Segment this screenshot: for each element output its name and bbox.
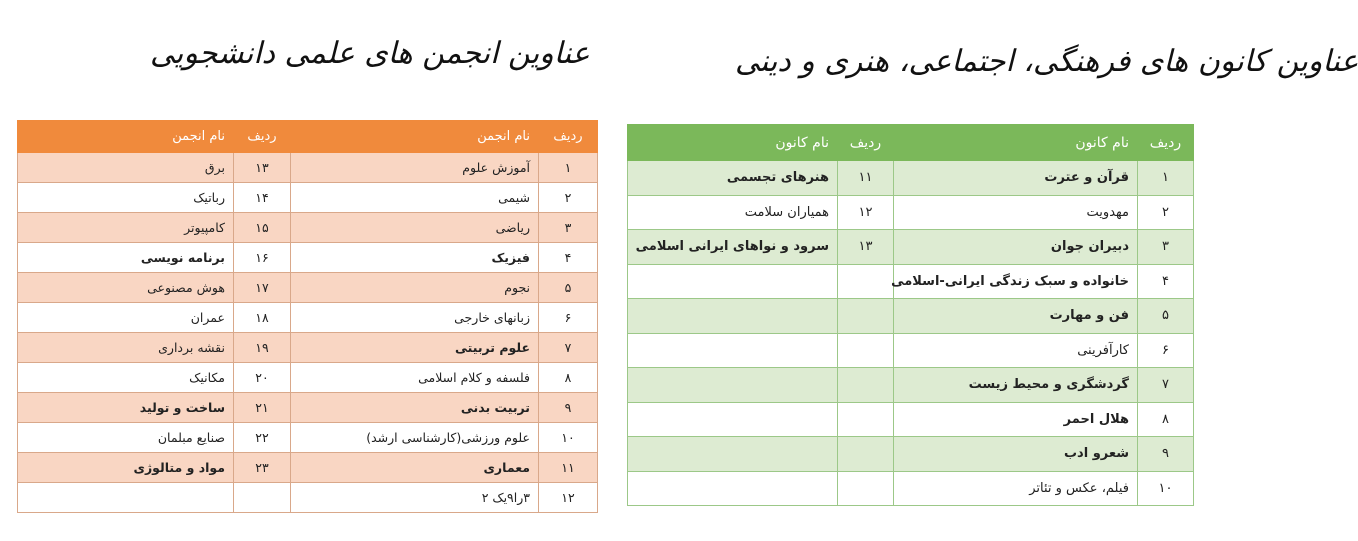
cell-row-2: ۲۳	[234, 453, 291, 483]
cell-name-1: مهدویت	[894, 195, 1138, 230]
cell-row-2: ۱۵	[234, 213, 291, 243]
table-row	[18, 243, 598, 273]
table-header-row	[18, 121, 598, 153]
cell-name-2: هنرهای تجسمی	[628, 161, 838, 196]
cell-row-1: ۸	[539, 363, 598, 393]
cell-name-1: علوم ورزشی(کارشناسی ارشد)	[291, 423, 539, 453]
cell-name-1: آموزش علوم	[291, 153, 539, 183]
cell-row-2: ۱۳	[838, 230, 894, 265]
cell-row-1: ۵	[539, 273, 598, 303]
cell-name-2: کامپیوتر	[18, 213, 234, 243]
header-row-2: ردیف	[838, 125, 894, 161]
header-row-1: ردیف	[1138, 125, 1194, 161]
cell-row-1: ۷	[539, 333, 598, 363]
table-row	[628, 471, 1194, 506]
header-name-2: نام انجمن	[18, 121, 234, 153]
cell-name-2: سرود و نواهای ایرانی اسلامی	[628, 230, 838, 265]
cell-name-1: شیمی	[291, 183, 539, 213]
cell-name-2: برنامه نویسی	[18, 243, 234, 273]
cell-name-2: همیاران سلامت	[628, 195, 838, 230]
cell-name-1: ۳را۹یک ۲	[291, 483, 539, 513]
cell-name-1: هلال احمر	[894, 402, 1138, 437]
table-row	[18, 483, 598, 513]
cell-name-1: کارآفرینی	[894, 333, 1138, 368]
header-name-1: نام انجمن	[291, 121, 539, 153]
associations-title: عناوین انجمن های علمی دانشجویی	[150, 36, 590, 71]
cell-row-2	[838, 333, 894, 368]
cell-row-2: ۲۱	[234, 393, 291, 423]
table-row	[628, 195, 1194, 230]
cell-row-1: ۱۰	[539, 423, 598, 453]
cell-row-2	[838, 299, 894, 334]
cell-row-1: ۳	[1138, 230, 1194, 265]
cell-name-1: تربیت بدنی	[291, 393, 539, 423]
table-row	[628, 333, 1194, 368]
cell-row-1: ۵	[1138, 299, 1194, 334]
clubs-table	[627, 124, 1194, 506]
table-row	[628, 230, 1194, 265]
cell-row-1: ۴	[539, 243, 598, 273]
cell-row-1: ۱۲	[539, 483, 598, 513]
cell-name-1: فیزیک	[291, 243, 539, 273]
cell-name-1: شعرو ادب	[894, 437, 1138, 472]
table-row	[18, 453, 598, 483]
cell-name-2	[628, 333, 838, 368]
cell-row-1: ۸	[1138, 402, 1194, 437]
cell-row-2: ۱۶	[234, 243, 291, 273]
cell-row-1: ۱	[539, 153, 598, 183]
table-header-row	[628, 125, 1194, 161]
cell-row-1: ۱۱	[539, 453, 598, 483]
cell-name-2: برق	[18, 153, 234, 183]
cell-row-2	[838, 368, 894, 403]
cell-name-1: فیلم، عکس و تئاتر	[894, 471, 1138, 506]
cell-row-2	[838, 402, 894, 437]
table-row	[18, 273, 598, 303]
cell-row-1: ۶	[539, 303, 598, 333]
cell-row-2: ۱۹	[234, 333, 291, 363]
cell-name-2: مکانیک	[18, 363, 234, 393]
cell-name-2	[628, 368, 838, 403]
table-row	[18, 213, 598, 243]
cell-name-1: فن و مهارت	[894, 299, 1138, 334]
cell-row-2	[838, 471, 894, 506]
cell-name-1: معماری	[291, 453, 539, 483]
table-row	[628, 368, 1194, 403]
cell-name-1: ریاضی	[291, 213, 539, 243]
table-row	[628, 161, 1194, 196]
cell-row-2: ۲۰	[234, 363, 291, 393]
table-row	[18, 333, 598, 363]
cell-name-2	[628, 437, 838, 472]
cell-name-2: هوش مصنوعی	[18, 273, 234, 303]
cell-row-2: ۱۸	[234, 303, 291, 333]
header-row-2: ردیف	[234, 121, 291, 153]
cell-row-2: ۱۳	[234, 153, 291, 183]
table-row	[628, 299, 1194, 334]
cell-row-2: ۱۷	[234, 273, 291, 303]
cell-row-2	[838, 264, 894, 299]
cell-row-2: ۱۴	[234, 183, 291, 213]
cell-row-1: ۴	[1138, 264, 1194, 299]
table-row	[628, 437, 1194, 472]
cell-name-2	[18, 483, 234, 513]
cell-name-1: قرآن و عترت	[894, 161, 1138, 196]
cell-name-2	[628, 299, 838, 334]
clubs-title: عناوین کانون های فرهنگی، اجتماعی، هنری و دینی	[735, 44, 1358, 79]
cell-name-2: رباتیک	[18, 183, 234, 213]
table-row	[18, 153, 598, 183]
cell-row-1: ۷	[1138, 368, 1194, 403]
cell-row-2	[234, 483, 291, 513]
cell-name-2	[628, 471, 838, 506]
cell-name-1: فلسفه و کلام اسلامی	[291, 363, 539, 393]
cell-name-1: خانواده و سبک زندگی ایرانی-اسلامی	[894, 264, 1138, 299]
cell-name-1: نجوم	[291, 273, 539, 303]
table-row	[18, 303, 598, 333]
table-row	[18, 393, 598, 423]
cell-row-1: ۱۰	[1138, 471, 1194, 506]
cell-row-1: ۲	[1138, 195, 1194, 230]
cell-row-2: ۱۲	[838, 195, 894, 230]
cell-name-2: عمران	[18, 303, 234, 333]
header-row-1: ردیف	[539, 121, 598, 153]
cell-name-1: دبیران جوان	[894, 230, 1138, 265]
cell-row-2	[838, 437, 894, 472]
table-row	[628, 264, 1194, 299]
table-row	[18, 363, 598, 393]
cell-name-1: علوم تربیتی	[291, 333, 539, 363]
header-name-1: نام کانون	[894, 125, 1138, 161]
cell-row-2: ۱۱	[838, 161, 894, 196]
table-row	[18, 423, 598, 453]
cell-name-2	[628, 402, 838, 437]
cell-row-1: ۱	[1138, 161, 1194, 196]
cell-name-2: مواد و متالوژی	[18, 453, 234, 483]
cell-name-2	[628, 264, 838, 299]
cell-row-1: ۶	[1138, 333, 1194, 368]
associations-table	[17, 120, 598, 513]
header-name-2: نام کانون	[628, 125, 838, 161]
cell-row-1: ۳	[539, 213, 598, 243]
cell-name-2: ساخت و تولید	[18, 393, 234, 423]
cell-row-2: ۲۲	[234, 423, 291, 453]
cell-row-1: ۹	[539, 393, 598, 423]
cell-row-1: ۲	[539, 183, 598, 213]
table-row	[18, 183, 598, 213]
cell-name-1: گردشگری و محیط زیست	[894, 368, 1138, 403]
cell-name-2: نقشه برداری	[18, 333, 234, 363]
cell-row-1: ۹	[1138, 437, 1194, 472]
cell-name-1: زبانهای خارجی	[291, 303, 539, 333]
table-row	[628, 402, 1194, 437]
cell-name-2: صنایع مبلمان	[18, 423, 234, 453]
